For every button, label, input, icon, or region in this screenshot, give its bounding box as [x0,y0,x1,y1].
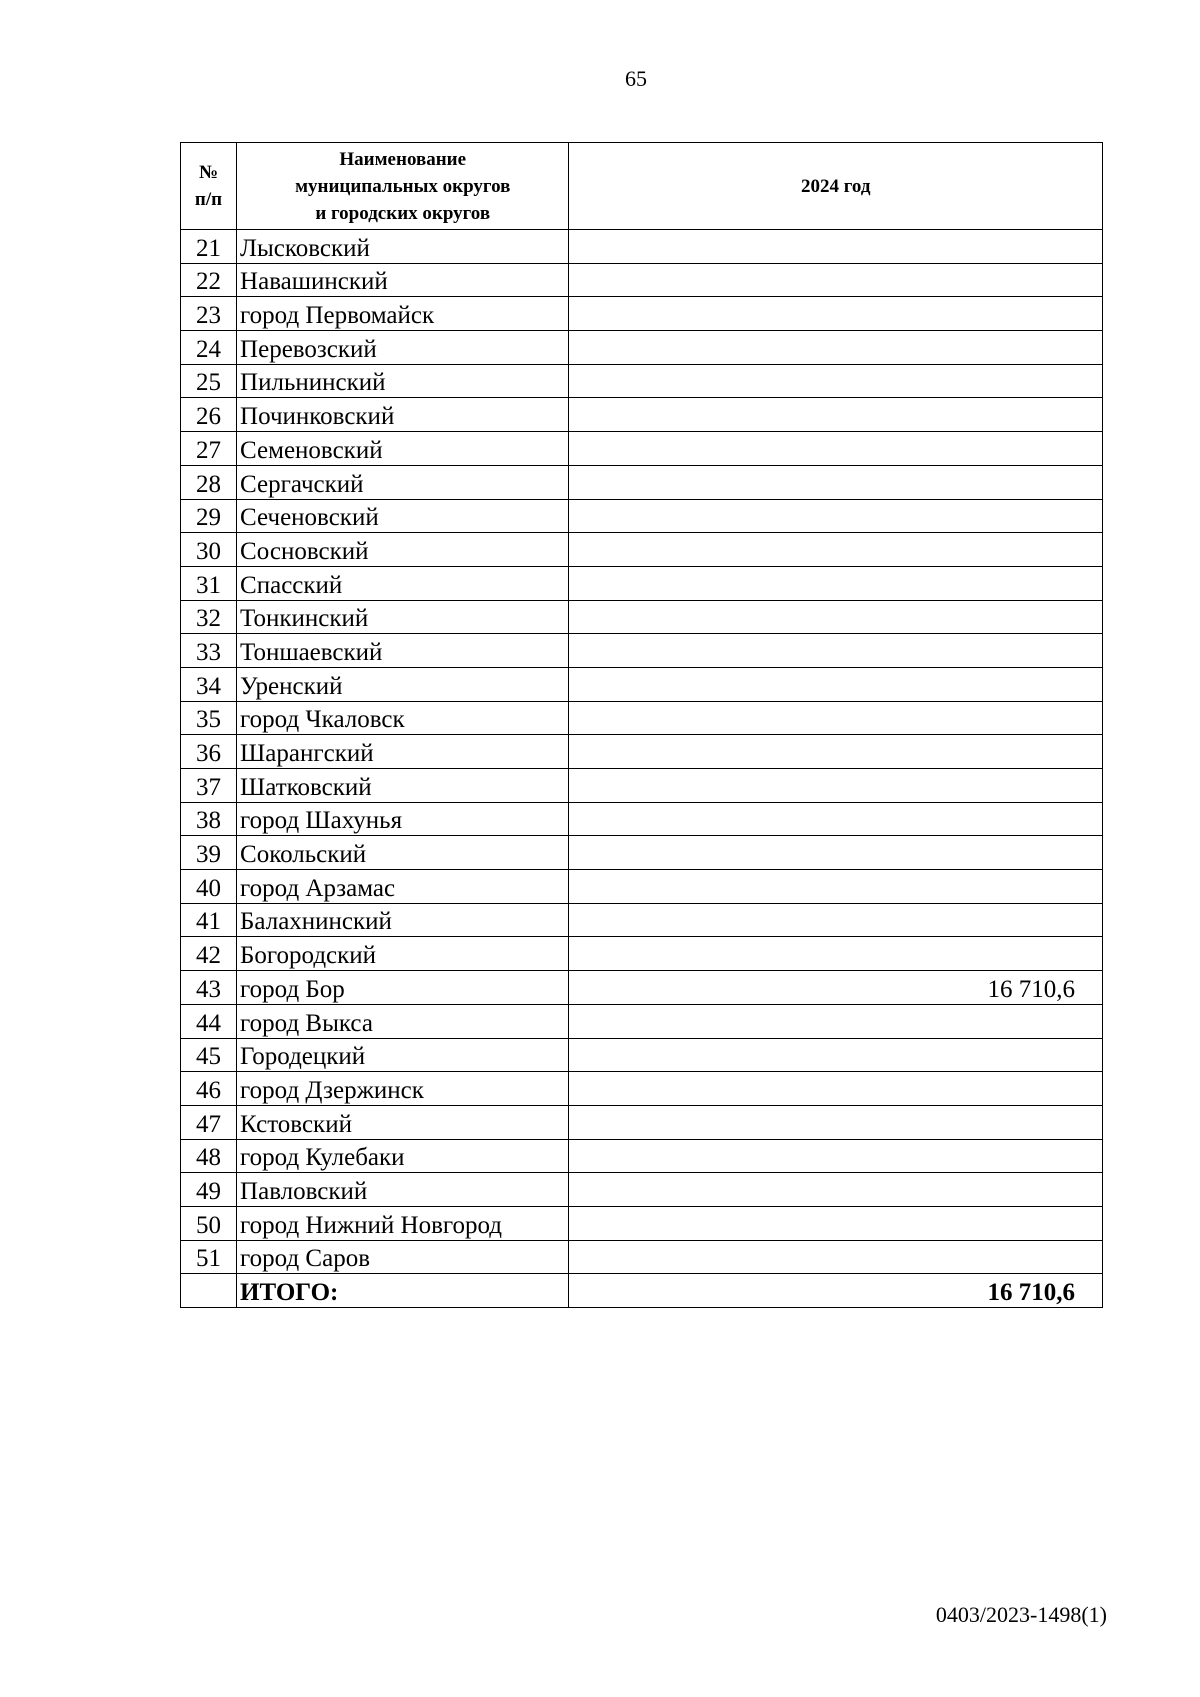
table-row [181,836,1103,870]
amount-2024 [569,600,1103,634]
district-name: Сосновский [237,533,569,567]
amount-2024 [569,499,1103,533]
district-name: Перевозский [237,331,569,365]
amount-2024 [569,230,1103,264]
header-name [237,143,569,230]
row-number: 24 [181,331,237,365]
amount-2024 [569,634,1103,668]
district-name: Починковский [237,398,569,432]
row-number: 27 [181,432,237,466]
amount-2024 [569,1105,1103,1139]
amount-2024 [569,937,1103,971]
amount-2024 [569,735,1103,769]
table-row [181,802,1103,836]
table-row [181,364,1103,398]
table-row [181,465,1103,499]
amount-2024 [569,1072,1103,1106]
district-name: город Арзамас [237,870,569,904]
district-name: Тонкинский [237,600,569,634]
row-number: 26 [181,398,237,432]
amount-2024 [569,769,1103,803]
amount-2024 [569,1139,1103,1173]
table-row [181,1206,1103,1240]
row-number: 45 [181,1038,237,1072]
table-row [181,1139,1103,1173]
row-number: 32 [181,600,237,634]
table-body [181,230,1103,1274]
district-name: город Кулебаки [237,1139,569,1173]
amount-2024 [569,1240,1103,1274]
district-name: город Шахунья [237,802,569,836]
table-row [181,667,1103,701]
table-row [181,634,1103,668]
amount-2024 [569,1038,1103,1072]
amount-2024 [569,432,1103,466]
table-row [181,903,1103,937]
header-name-text: Наименование муниципальных округов и городских округов [295,148,511,224]
district-name: Навашинский [237,263,569,297]
table-row [181,1173,1103,1207]
row-number: 31 [181,566,237,600]
row-number: 36 [181,735,237,769]
row-number: 23 [181,297,237,331]
district-name: город Первомайск [237,297,569,331]
district-name: Спасский [237,566,569,600]
amount-2024 [569,903,1103,937]
district-name: Балахнинский [237,903,569,937]
amount-2024 [569,533,1103,567]
amount-2024 [569,566,1103,600]
table-row [181,1038,1103,1072]
allocation-table [180,142,1103,1308]
total-num-cell [181,1274,237,1308]
total-label: ИТОГО: [237,1274,569,1308]
district-name: Кстовский [237,1105,569,1139]
table-row [181,937,1103,971]
district-name: Лысковский [237,230,569,264]
district-name: Городецкий [237,1038,569,1072]
district-name: Пильнинский [237,364,569,398]
amount-2024: 16 710,6 [569,971,1103,1005]
district-name: Сергачский [237,465,569,499]
header-num-text: № п/п [194,162,223,210]
row-number: 39 [181,836,237,870]
table-row [181,600,1103,634]
row-number: 43 [181,971,237,1005]
document-code: 0403/2023-1498(1) [935,1602,1107,1627]
district-name: Сокольский [237,836,569,870]
table-row [181,870,1103,904]
amount-2024 [569,802,1103,836]
amount-2024 [569,667,1103,701]
amount-2024 [569,870,1103,904]
row-number: 48 [181,1139,237,1173]
table-row [181,1105,1103,1139]
district-name: город Выкса [237,1004,569,1038]
total-value: 16 710,6 [569,1274,1103,1308]
amount-2024 [569,701,1103,735]
amount-2024 [569,1004,1103,1038]
table-row [181,769,1103,803]
row-number: 51 [181,1240,237,1274]
table-row [181,1004,1103,1038]
table-row [181,971,1103,1005]
district-name: город Бор [237,971,569,1005]
table-row [181,701,1103,735]
table-row [181,499,1103,533]
table-row [181,331,1103,365]
row-number: 30 [181,533,237,567]
table-row [181,533,1103,567]
header-year [569,143,1103,230]
district-name: Сеченовский [237,499,569,533]
district-name: Тоншаевский [237,634,569,668]
district-name: город Чкаловск [237,701,569,735]
district-name: город Саров [237,1240,569,1274]
row-number: 33 [181,634,237,668]
table-row [181,1240,1103,1274]
amount-2024 [569,297,1103,331]
amount-2024 [569,364,1103,398]
row-number: 41 [181,903,237,937]
table-row [181,398,1103,432]
row-number: 22 [181,263,237,297]
row-number: 35 [181,701,237,735]
row-number: 47 [181,1105,237,1139]
table-row [181,263,1103,297]
table-row [181,297,1103,331]
table-row [181,1072,1103,1106]
row-number: 37 [181,769,237,803]
district-name: Шатковский [237,769,569,803]
row-number: 28 [181,465,237,499]
district-name: город Дзержинск [237,1072,569,1106]
amount-2024 [569,263,1103,297]
amount-2024 [569,1173,1103,1207]
page-number: 65 [625,66,647,91]
table-row [181,230,1103,264]
header-year-text: 2024 год [800,175,871,197]
row-number: 29 [181,499,237,533]
amount-2024 [569,331,1103,365]
row-number: 34 [181,667,237,701]
amount-2024 [569,465,1103,499]
district-name: Павловский [237,1173,569,1207]
row-number: 38 [181,802,237,836]
amount-2024 [569,1206,1103,1240]
table-row [181,735,1103,769]
header-num [181,143,237,230]
district-name: Семеновский [237,432,569,466]
row-number: 40 [181,870,237,904]
district-name: Богородский [237,937,569,971]
row-number: 21 [181,230,237,264]
row-number: 25 [181,364,237,398]
amount-2024 [569,836,1103,870]
district-name: Шарангский [237,735,569,769]
row-number: 49 [181,1173,237,1207]
table-row [181,432,1103,466]
table-row [181,566,1103,600]
table-header-row [181,143,1103,230]
row-number: 44 [181,1004,237,1038]
total-row [181,1274,1103,1308]
row-number: 42 [181,937,237,971]
district-name: Уренский [237,667,569,701]
row-number: 46 [181,1072,237,1106]
district-name: город Нижний Новгород [237,1206,569,1240]
amount-2024 [569,398,1103,432]
row-number: 50 [181,1206,237,1240]
